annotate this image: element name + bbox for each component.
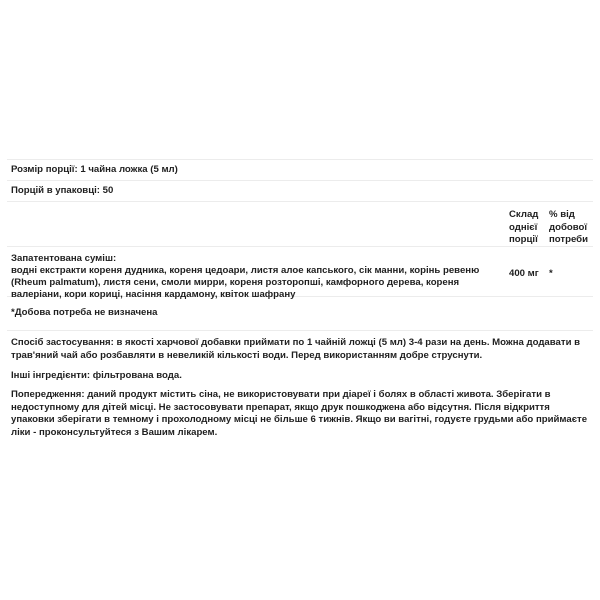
usage-instructions: Спосіб застосування: в якості харчової добавки приймати по 1 чайній ложці (5 мл) 3-4 рази на день. Можна додавати в трав'яний чай або розбавляти в невеликій кількості води. Перед використанням добре струснути. [11,337,581,361]
serving-size: Розмір порції: 1 чайна ложка (5 мл) [11,164,178,175]
table-row [7,246,593,300]
dv-header-line: потреби [549,234,589,245]
ingredient-name-cell [7,247,509,301]
ingredient-daily-value: * [549,268,553,279]
servings-per-container: Порцій в упаковці: 50 [11,185,114,196]
footnote-row [7,296,593,331]
serving-size-row [7,159,593,180]
daily-value-header [549,202,593,247]
amount-header-line: Склад [509,209,539,220]
amount-header-line: порції [509,234,538,245]
dv-header-line: % від [549,209,575,220]
table-header-row [7,201,593,246]
other-ingredients: Інші інгредієнти: фільтрована вода. [11,370,182,381]
ingredient-amount: 400 мг [509,268,539,279]
servings-per-container-row [7,180,593,201]
dv-header-line: добової [549,221,588,233]
ingredient-description: водні екстракти кореня дудника, кореня цедоари, листя алое капського, сік манни, корінь ревеню (Rheum palmatum), листя сени, смоли мирри, кореня розторопші, камфорного дерева, кореня валеріани, кори кориці, насіння кардамону, квіток шафрану [11,265,480,300]
ingredient-title: Запатентована суміш: [11,253,117,264]
amount-header-line: однієї [509,221,538,233]
warning-text: Попередження: даний продукт містить сіна, не використовувати при діареї і болях в області живота. Зберігати в недоступному для дітей місці. Не застосовувати препарат, якщо друк пошкоджена або відсутня. Після відкриття упаковки зберігати в темному і прохолодному місці не більше 6 тижнів. Якщо ви вагітні, годуєте грудьми або приймаєте ліки - проконсультуйтеся з Вашим лікарем. [11,389,588,438]
daily-value-footnote: *Добова потреба не визначена [11,307,158,318]
amount-per-serving-header [509,202,549,247]
supplement-facts-table [7,159,593,331]
